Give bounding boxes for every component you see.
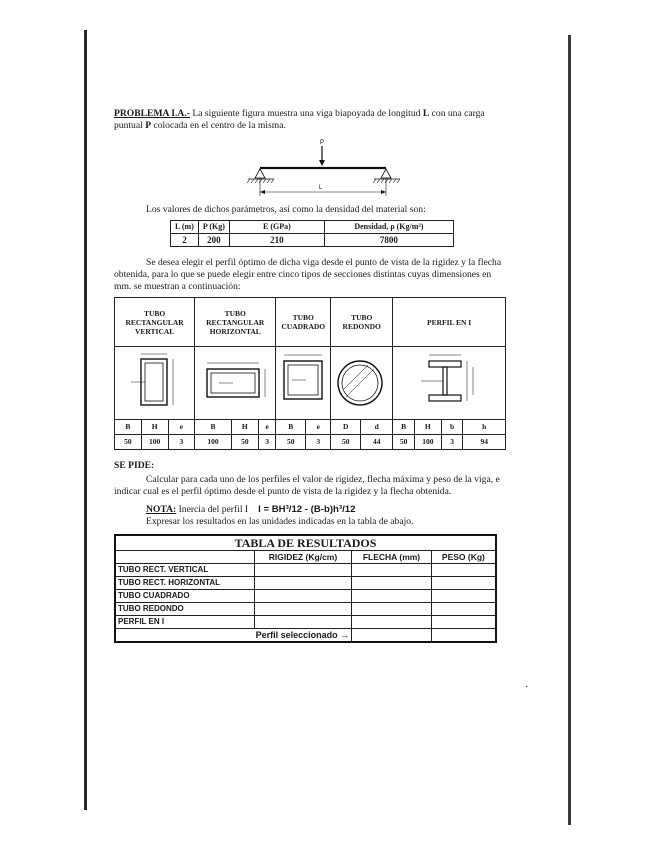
dim-label: e — [306, 420, 331, 435]
result-cell[interactable] — [431, 577, 496, 590]
dim-label: b — [441, 420, 463, 435]
result-cell[interactable] — [352, 590, 432, 603]
results-header: RIGIDEZ (Kg/cm) — [254, 551, 351, 564]
dim-label: d — [361, 420, 393, 435]
param-text: Los valores de dichos parámetros, así como la densidad del material son: — [146, 204, 426, 215]
dim-value: 94 — [463, 435, 506, 450]
section-header-rect-horizontal: TUBO RECTANGULAR HORIZONTAL — [195, 298, 276, 347]
dim-value: 50 — [393, 435, 415, 450]
result-cell[interactable] — [352, 577, 432, 590]
dim-value: 3 — [306, 435, 331, 450]
result-cell[interactable] — [431, 616, 496, 629]
formula: I = BH³/12 - (B-b)h³/12 — [258, 504, 356, 515]
dim-label: h — [463, 420, 506, 435]
select-text: Se desea elegir el perfil óptimo de dicha viga desde el punto de vista de la rigidez y la flecha obtenida, para lo que se puede elegir entre cinco tipos de secciones distintas cuyas dimensiones en mm. se muestran a continuación: — [114, 257, 502, 292]
sections-table — [114, 297, 506, 450]
selected-profile-cell[interactable] — [352, 629, 432, 643]
result-cell[interactable] — [254, 603, 351, 616]
result-cell[interactable] — [352, 564, 432, 577]
selected-profile-label: Perfil seleccionado → — [115, 629, 352, 643]
dim-label: H — [141, 420, 168, 435]
param-header: L (m) — [171, 221, 199, 234]
section-header-rect-vertical: TUBO RECTANGULAR VERTICAL — [115, 298, 195, 347]
result-cell[interactable] — [431, 590, 496, 603]
dim-value: 44 — [361, 435, 393, 450]
dim-value: 50 — [115, 435, 142, 450]
result-cell[interactable] — [254, 616, 351, 629]
dim-value: 3 — [259, 435, 276, 450]
param-value: 7800 — [324, 234, 453, 247]
units-text: Expresar los resultados en las unidades indicadas en la tabla de abajo. — [146, 516, 414, 527]
stray-mark: · — [525, 682, 529, 693]
dim-value: 100 — [141, 435, 168, 450]
result-cell[interactable] — [254, 564, 351, 577]
results-header: FLECHA (mm) — [352, 551, 432, 564]
results-row-label: TUBO REDONDO — [115, 603, 254, 616]
results-row-label: TUBO RECT. VERTICAL — [115, 564, 254, 577]
param-header: P (Kg) — [198, 221, 229, 234]
dim-value: 100 — [195, 435, 231, 450]
rect-horizontal-drawing — [195, 347, 276, 420]
section-header-round: TUBO REDONDO — [331, 298, 393, 347]
dim-value: 50 — [331, 435, 361, 450]
results-table — [114, 534, 497, 643]
dim-label: B — [195, 420, 231, 435]
note: NOTA: Inercia del perfil I I = BH³/12 - (B-b)h³/12 — [146, 504, 356, 515]
param-header: Densidad, ρ (Kg/m³) — [324, 221, 453, 234]
results-row-label: TUBO RECT. HORIZONTAL — [115, 577, 254, 590]
note-label: NOTA: — [146, 504, 177, 515]
document-page — [114, 108, 506, 643]
param-value: 2 — [171, 234, 199, 247]
dim-label: H — [414, 420, 441, 435]
dim-label: D — [331, 420, 361, 435]
results-row-label: PERFIL EN I — [115, 616, 254, 629]
i-profile-drawing — [393, 347, 506, 420]
length-label: L — [319, 185, 323, 191]
result-cell[interactable] — [431, 564, 496, 577]
page-edge-left — [84, 30, 87, 810]
param-value: 210 — [229, 234, 324, 247]
problem-intro: PROBLEMA I.A.- La siguiente figura muestra una viga biapoyada de longitud L con una carga puntual P colocada en el centro de la misma. — [114, 108, 485, 131]
param-header: E (GPa) — [229, 221, 324, 234]
dim-value: 50 — [276, 435, 306, 450]
dim-label: B — [115, 420, 142, 435]
result-cell[interactable] — [254, 577, 351, 590]
request-section — [114, 460, 506, 472]
page-edge-right — [568, 35, 571, 825]
dim-value: 3 — [441, 435, 463, 450]
results-title: TABLA DE RESULTADOS — [115, 535, 496, 551]
dim-value: 100 — [414, 435, 441, 450]
round-drawing — [331, 347, 393, 420]
section-header-i-profile: PERFIL EN I — [393, 298, 506, 347]
rect-vertical-drawing — [115, 347, 195, 420]
dim-value: 3 — [168, 435, 195, 450]
problem-title: PROBLEMA I.A.- — [114, 108, 190, 119]
parameters-table — [170, 220, 454, 247]
section-header-square: TUBO CUADRADO — [276, 298, 331, 347]
load-label: P — [320, 140, 325, 146]
result-cell[interactable] — [254, 590, 351, 603]
results-header: PESO (Kg) — [431, 551, 496, 564]
result-cell[interactable] — [431, 603, 496, 616]
dim-value: 50 — [231, 435, 258, 450]
results-row-label: TUBO CUADRADO — [115, 590, 254, 603]
param-value: 200 — [198, 234, 229, 247]
dim-label: B — [393, 420, 415, 435]
dim-label: e — [259, 420, 276, 435]
dim-label: e — [168, 420, 195, 435]
beam-diagram — [114, 138, 506, 200]
result-cell[interactable] — [352, 616, 432, 629]
dim-label: B — [276, 420, 306, 435]
request-text: Calcular para cada uno de los perfiles el valor de rigidez, flecha máxima y peso de la viga, e indicar cual es el perfil óptimo desde el punto de vista de la rigidez y la flecha obtenida. — [114, 474, 500, 497]
dim-label: H — [231, 420, 258, 435]
request-title: SE PIDE: — [114, 460, 155, 471]
square-drawing — [276, 347, 331, 420]
result-cell[interactable] — [352, 603, 432, 616]
